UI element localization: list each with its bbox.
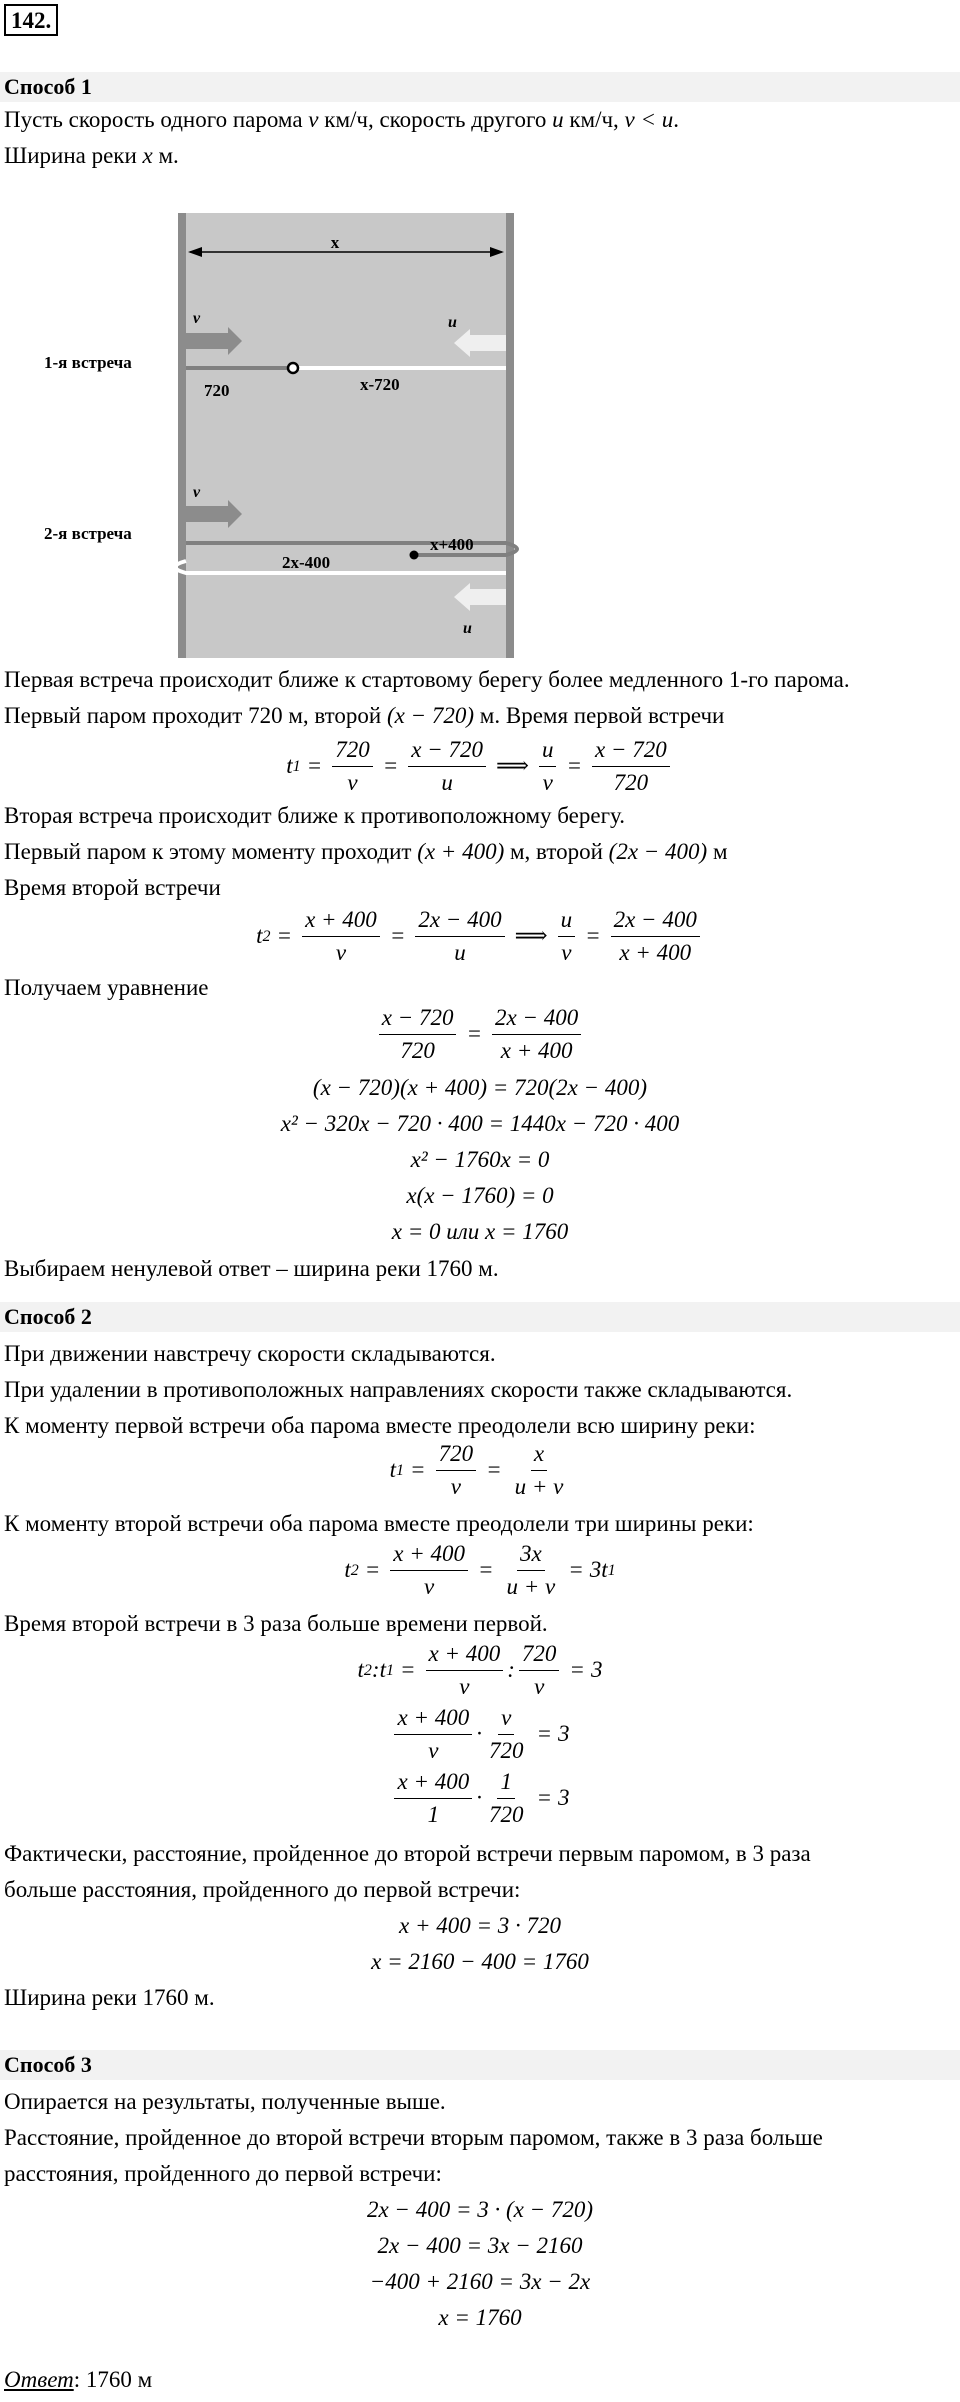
method1-p7: Выбираем ненулевой ответ – ширина реки 1760 м. xyxy=(4,1256,499,1281)
eq-product: (x − 720)(x + 400) = 720(2x − 400) xyxy=(312,1075,648,1100)
method1-p3: Вторая встреча происходит ближе к противоположному берегу. xyxy=(4,803,625,828)
label-2x-400: 2x-400 xyxy=(282,553,331,572)
answer-label: Ответ xyxy=(4,2367,74,2392)
left-bank xyxy=(178,213,186,658)
eq-t2-method1: t 2 = $\frac{x + 400}{v}$ = $\frac{2x - 400}{u}$ ⟹ $\frac{u}{v}$ = $\frac{2x - 400}{x + 400}$ xyxy=(0,906,960,966)
method2-p7: больше расстояния, пройденного до первой встречи: xyxy=(4,1877,521,1902)
eq-time-ratio-2: $\frac{x + 400}{v}$ · $\frac{v}{720}$ = 3 xyxy=(0,1704,960,1764)
width-label: x xyxy=(330,233,340,252)
method2-p1: При движении навстречу скорости складываются. xyxy=(4,1341,496,1366)
eq-factored: x(x − 1760) = 0 xyxy=(406,1183,554,1208)
eq-distance: x + 400 = 3 · 720 xyxy=(399,1913,561,1938)
method1-p2: Первый паром проходит 720 м, второй (x − 720) м. Время первой встречи xyxy=(4,703,725,728)
label-x-720: x-720 xyxy=(360,375,400,394)
method2-p8: Ширина реки 1760 м. xyxy=(4,1985,215,2010)
method1-heading: Способ 1 xyxy=(0,72,960,102)
v-label-2: v xyxy=(193,484,201,501)
answer-value: : 1760 м xyxy=(73,2367,153,2392)
answer xyxy=(4,2366,152,2394)
eq-m3-a: 2x − 400 = 3 · (x − 720) xyxy=(366,2197,594,2222)
method1-intro: Пусть скорость одного парома v км/ч, скорость другого u км/ч, v < u. xyxy=(4,107,680,132)
ferry-diagram xyxy=(30,205,530,660)
method2-p4: К моменту второй встречи оба парома вместе преодолели три ширины реки: xyxy=(4,1511,754,1536)
eq-solution-method2: x = 2160 − 400 = 1760 xyxy=(371,1949,589,1974)
eq-t1-method2: t 1 = $\frac{720}{v}$ = $\frac{x}{u + v}$ xyxy=(389,1441,564,1499)
method3-p1: Опирается на результаты, полученные выше. xyxy=(4,2089,446,2114)
method3-p3: расстояния, пройденного до первой встречи: xyxy=(4,2161,442,2186)
right-bank xyxy=(506,213,514,658)
meeting1-point xyxy=(288,363,298,373)
method2-p6: Фактически, расстояние, пройденное до второй встречи первым паромом, в 3 раза xyxy=(4,1841,811,1866)
eq-t1-method1: t 1 = $\frac{720}{v}$ = $\frac{x - 720}{u}$ ⟹ $\frac{u}{v}$ = $\frac{x - 720}{720}$ xyxy=(0,736,960,796)
eq-t2-method2: t 2 = $\frac{x + 400}{v}$ = $\frac{3x}{u + v}$ = 3t 1 xyxy=(344,1541,616,1599)
problem-number: 142. xyxy=(4,4,58,36)
eq-reduced: x² − 1760x = 0 xyxy=(410,1147,550,1172)
method1-p1: Первая встреча происходит ближе к стартовому берегу более медленного 1-го парома. xyxy=(4,667,850,692)
meeting2-label: 2-я встреча xyxy=(44,524,132,543)
label-x+400: x+400 xyxy=(430,535,474,554)
method1-width: Ширина реки x м. xyxy=(4,143,179,168)
eq-m3-d: x = 1760 xyxy=(438,2305,522,2330)
eq-ratio: $\frac{x - 720}{720}$ = $\frac{2x - 400}{x + 400}$ xyxy=(0,1004,960,1064)
meeting2-point xyxy=(410,551,419,560)
eq-time-ratio-3: $\frac{x + 400}{1}$ · $\frac{1}{720}$ = 3 xyxy=(0,1768,960,1828)
eq-m3-b: 2x − 400 = 3x − 2160 xyxy=(377,2233,583,2258)
method1-p4: Первый паром к этому моменту проходит (x + 400) м, второй (2x − 400) м xyxy=(4,839,728,864)
method2-p5: Время второй встречи в 3 раза больше времени первой. xyxy=(4,1611,548,1636)
method3-p2: Расстояние, пройденное до второй встречи вторым паромом, также в 3 раза больше xyxy=(4,2125,823,2150)
eq-m3-c: −400 + 2160 = 3x − 2x xyxy=(369,2269,591,2294)
method1-p5: Время второй встречи xyxy=(4,875,221,900)
meeting1-label: 1-я встреча xyxy=(44,353,132,372)
method3-heading: Способ 3 xyxy=(0,2050,960,2080)
method2-p3: К моменту первой встречи оба парома вместе преодолели всю ширину реки: xyxy=(4,1413,756,1438)
method2-p2: При удалении в противоположных направлениях скорости также складываются. xyxy=(4,1377,793,1402)
eq-roots: x = 0 или x = 1760 xyxy=(391,1219,569,1244)
u-label-1: u xyxy=(448,314,457,331)
label-720: 720 xyxy=(204,381,230,400)
eq-time-ratio: t 2 :t 1 = $\frac{x + 400}{v}$ : $\frac{720}{v}$ = 3 xyxy=(357,1641,603,1699)
v-label-1: v xyxy=(193,310,201,327)
eq-square: x² − 320x − 720 · 400 = 1440x − 720 · 400 xyxy=(280,1111,680,1136)
method2-heading: Способ 2 xyxy=(0,1302,960,1332)
u-label-2: u xyxy=(463,620,472,637)
method1-p6: Получаем уравнение xyxy=(4,975,209,1000)
